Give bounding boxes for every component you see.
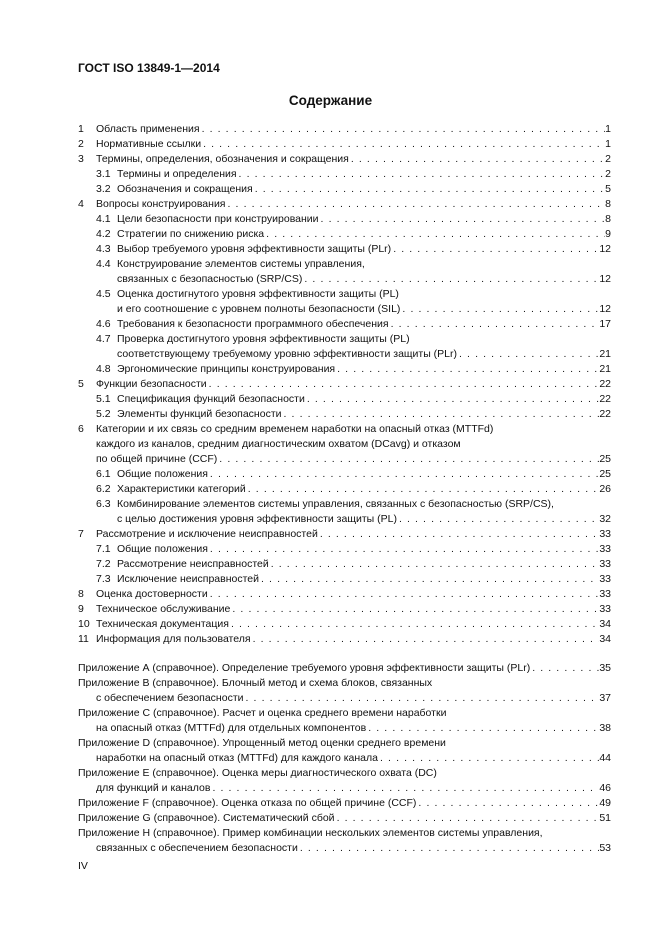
annex-entry xyxy=(96,841,611,856)
leader-dots xyxy=(264,227,605,242)
toc-page: 12 xyxy=(599,303,611,315)
toc-label: Спецификация функций безопасности xyxy=(117,393,305,405)
toc-entry xyxy=(117,347,611,362)
leader-dots xyxy=(457,347,599,362)
leader-dots xyxy=(335,811,600,826)
toc-label: с целью достижения уровня эффективности защиты (PL) xyxy=(117,513,397,525)
toc-label: Эргономические принципы конструирования xyxy=(117,363,336,375)
leader-dots xyxy=(208,467,599,482)
annex-label: Приложение Е (справочное). Оценка меры диагностического охвата (DC) xyxy=(78,767,437,779)
toc-label: по общей причине (CCF) xyxy=(96,453,218,465)
toc-label: Выбор требуемого уровня эффективности защиты (PLr) xyxy=(117,243,392,255)
toc-label: Термины, определения, обозначения и сокращения xyxy=(96,153,349,165)
toc-label: Техническое обслуживание xyxy=(96,603,231,615)
annex-page: 44 xyxy=(599,752,611,764)
toc-entry xyxy=(117,482,611,497)
toc-page: 25 xyxy=(599,453,611,465)
leader-dots xyxy=(208,587,600,602)
annex-label: Приложение G (справочное). Систематический сбой xyxy=(78,812,335,824)
toc-label: и его соотношение с уровнем полноты безопасности (SIL) xyxy=(117,303,401,315)
toc-entry xyxy=(96,617,611,632)
leader-dots xyxy=(246,482,600,497)
leader-dots xyxy=(229,617,599,632)
annex-label: Приложение А (справочное). Определение требуемого уровня эффективности защиты (PLr) xyxy=(78,662,531,674)
leader-dots xyxy=(305,392,599,407)
toc-label: Цели безопасности при конструировании xyxy=(117,213,319,225)
toc-number: 4.6 xyxy=(96,318,111,330)
toc-page: 12 xyxy=(599,273,611,285)
toc-page: 26 xyxy=(599,483,611,495)
toc-label: Нормативные ссылки xyxy=(96,138,202,150)
toc-entry xyxy=(96,122,611,137)
toc-label: Элементы функций безопасности xyxy=(117,408,282,420)
leader-dots xyxy=(251,632,600,647)
toc-number: 5.1 xyxy=(96,393,111,405)
toc-label: Термины и определения xyxy=(117,168,237,180)
toc-page: 2 xyxy=(605,153,611,165)
leader-dots xyxy=(269,557,600,572)
toc-number: 11 xyxy=(78,633,89,645)
toc-number: 5 xyxy=(78,378,84,390)
toc-page: 34 xyxy=(599,633,611,645)
leader-dots xyxy=(366,721,599,736)
toc-page: 32 xyxy=(599,513,611,525)
annex-label: на опасный отказ (MTTFd) для отдельных компонентов xyxy=(96,722,367,734)
toc-number: 2 xyxy=(78,138,84,150)
annex-page: 53 xyxy=(599,842,611,854)
standard-designation: ГОСТ ISO 13849-1—2014 xyxy=(78,61,220,75)
toc-entry xyxy=(117,392,611,407)
annex-page: 49 xyxy=(599,797,611,809)
toc-entry xyxy=(117,182,611,197)
leader-dots xyxy=(389,317,600,332)
toc-label: Комбинирование элементов системы управления, связанных с безопасностью (SRP/CS), xyxy=(117,498,554,510)
toc-page: 22 xyxy=(599,408,611,420)
toc-number: 4.1 xyxy=(96,213,111,225)
toc-number: 4.5 xyxy=(96,288,111,300)
leader-dots xyxy=(237,167,606,182)
toc-number: 7.2 xyxy=(96,558,111,570)
leader-dots xyxy=(318,527,599,542)
leader-dots xyxy=(210,781,599,796)
toc-label: соответствующему требуемому уровню эффективности защиты (PLr) xyxy=(117,348,458,360)
toc-number: 3.2 xyxy=(96,183,111,195)
leader-dots xyxy=(349,152,605,167)
toc-entry xyxy=(117,467,611,482)
toc-label: Рассмотрение и исключение неисправностей xyxy=(96,528,318,540)
leader-dots xyxy=(253,182,605,197)
toc-number: 10 xyxy=(78,618,90,630)
toc-entry xyxy=(117,317,611,332)
toc-label: Исключение неисправностей xyxy=(117,573,259,585)
toc-page: 22 xyxy=(599,378,611,390)
toc-number: 7.1 xyxy=(96,543,111,555)
leader-dots xyxy=(208,542,599,557)
toc-page: 1 xyxy=(605,138,611,150)
annex-label: с обеспечением безопасности xyxy=(96,692,244,704)
toc-label: Вопросы конструирования xyxy=(96,198,226,210)
leader-dots xyxy=(200,122,606,137)
annex-entry xyxy=(78,796,611,811)
leader-dots xyxy=(397,512,599,527)
toc-number: 6.2 xyxy=(96,483,111,495)
annex-label: для функций и каналов xyxy=(96,782,211,794)
toc-label: Конструирование элементов системы управления, xyxy=(117,258,365,270)
leader-dots xyxy=(201,137,605,152)
toc-number: 4.4 xyxy=(96,258,111,270)
toc-entry xyxy=(96,632,611,647)
toc-number: 4.2 xyxy=(96,228,111,240)
annex-entry xyxy=(96,781,611,796)
toc-number: 4.8 xyxy=(96,363,111,375)
annex-page: 35 xyxy=(599,662,611,674)
leader-dots xyxy=(319,212,606,227)
toc-number: 7.3 xyxy=(96,573,111,585)
leader-dots xyxy=(282,407,600,422)
toc-entry xyxy=(96,377,611,392)
leader-dots xyxy=(391,242,599,257)
toc-entry xyxy=(96,587,611,602)
annex-page: 37 xyxy=(599,692,611,704)
toc-label: Обозначения и сокращения xyxy=(117,183,253,195)
toc-page: 33 xyxy=(599,573,611,585)
toc-label: Общие положения xyxy=(117,543,208,555)
toc-page: 12 xyxy=(599,243,611,255)
toc-number: 9 xyxy=(78,603,84,615)
toc-number: 3 xyxy=(78,153,84,165)
toc-number: 7 xyxy=(78,528,84,540)
leader-dots xyxy=(298,841,599,856)
leader-dots xyxy=(400,302,599,317)
toc-number: 6.1 xyxy=(96,468,111,480)
leader-dots xyxy=(226,197,606,212)
toc-number: 4.3 xyxy=(96,243,111,255)
leader-dots xyxy=(335,362,599,377)
annex-entry xyxy=(78,661,611,676)
annex-label: Приложение В (справочное). Блочный метод и схема блоков, связанных xyxy=(78,677,433,689)
toc-label: Стратегии по снижению риска xyxy=(117,228,265,240)
annex-label: наработки на опасный отказ (MTTFd) для каждого канала xyxy=(96,752,378,764)
leader-dots xyxy=(207,377,600,392)
toc-page: 17 xyxy=(599,318,611,330)
toc-label: Категории и их связь со средним временем наработки на опасный отказ (MTTFd) xyxy=(96,423,494,435)
toc-page: 34 xyxy=(599,618,611,630)
leader-dots xyxy=(244,691,600,706)
toc-entry xyxy=(117,272,611,287)
toc-entry xyxy=(117,302,611,317)
annex-entry xyxy=(96,691,611,706)
leader-dots xyxy=(302,272,599,287)
toc-entry xyxy=(117,167,611,182)
toc-page: 9 xyxy=(605,228,611,240)
toc-page: 33 xyxy=(599,603,611,615)
toc-entry xyxy=(117,212,611,227)
annex-page: 51 xyxy=(599,812,611,824)
toc-number: 8 xyxy=(78,588,84,600)
toc-label: Информация для пользователя xyxy=(96,633,251,645)
toc-page: 21 xyxy=(599,363,611,375)
toc-number: 6.3 xyxy=(96,498,111,510)
toc-page: 22 xyxy=(599,393,611,405)
annex-label: Приложение F (справочное). Оценка отказа по общей причине (CCF) xyxy=(78,797,417,809)
toc-entry xyxy=(117,227,611,242)
page-title: Содержание xyxy=(288,93,373,108)
toc-label: Проверка достигнутого уровня эффективности защиты (PL) xyxy=(117,333,410,345)
toc-label: Оценка достигнутого уровня эффективности защиты (PL) xyxy=(117,288,399,300)
leader-dots xyxy=(217,452,599,467)
toc-entry xyxy=(117,242,611,257)
page-number: IV xyxy=(78,860,88,872)
toc-label: Функции безопасности xyxy=(96,378,207,390)
toc-page: 33 xyxy=(599,528,611,540)
annex-label: Приложение D (справочное). Упрощенный метод оценки среднего времени xyxy=(78,737,446,749)
toc-entry xyxy=(96,137,611,152)
toc-page: 2 xyxy=(605,168,611,180)
toc-label: каждого из каналов, средним диагностическим охватом (DCavg) и отказом xyxy=(96,438,461,450)
toc-label: связанных с безопасностью (SRP/CS) xyxy=(117,273,303,285)
toc-number: 6 xyxy=(78,423,84,435)
toc-entry xyxy=(96,197,611,212)
toc-page: 33 xyxy=(599,558,611,570)
annex-label: Приложение Н (справочное). Пример комбинации нескольких элементов системы управления, xyxy=(78,827,543,839)
leader-dots xyxy=(230,602,599,617)
annex-label: связанных с обеспечением безопасности xyxy=(96,842,298,854)
toc-entry xyxy=(96,602,611,617)
toc-label: Область применения xyxy=(96,123,200,135)
toc-page: 21 xyxy=(599,348,611,360)
leader-dots xyxy=(530,661,599,676)
toc-label: Общие положения xyxy=(117,468,208,480)
toc-page: 33 xyxy=(599,588,611,600)
toc-entry xyxy=(117,557,611,572)
toc-entry xyxy=(117,572,611,587)
annex-entry xyxy=(96,751,611,766)
toc-number: 3.1 xyxy=(96,168,111,180)
toc-page: 8 xyxy=(605,198,611,210)
toc-label: Оценка достоверности xyxy=(96,588,208,600)
toc-entry xyxy=(117,512,611,527)
leader-dots xyxy=(259,572,599,587)
leader-dots xyxy=(416,796,599,811)
toc-number: 4 xyxy=(78,198,84,210)
toc-number: 5.2 xyxy=(96,408,111,420)
toc-number: 4.7 xyxy=(96,333,111,345)
toc-label: Рассмотрение неисправностей xyxy=(117,558,269,570)
annex-page: 38 xyxy=(599,722,611,734)
annex-entry xyxy=(78,811,611,826)
toc-label: Техническая документация xyxy=(96,618,229,630)
annex-label: Приложение С (справочное). Расчет и оценка среднего времени наработки xyxy=(78,707,447,719)
toc-entry xyxy=(96,152,611,167)
toc-page: 1 xyxy=(605,123,611,135)
toc-page: 25 xyxy=(599,468,611,480)
toc-label: Характеристики категорий xyxy=(117,483,246,495)
toc-entry xyxy=(117,362,611,377)
annex-page: 46 xyxy=(599,782,611,794)
toc-page: 33 xyxy=(599,543,611,555)
annex-entry xyxy=(96,721,611,736)
toc-number: 1 xyxy=(78,123,84,135)
toc-entry xyxy=(117,542,611,557)
toc-entry xyxy=(96,452,611,467)
leader-dots xyxy=(378,751,599,766)
toc-label: Требования к безопасности программного обеспечения xyxy=(117,318,389,330)
toc-page: 8 xyxy=(605,213,611,225)
toc-entry xyxy=(117,407,611,422)
toc-entry xyxy=(96,527,611,542)
toc-page: 5 xyxy=(605,183,611,195)
